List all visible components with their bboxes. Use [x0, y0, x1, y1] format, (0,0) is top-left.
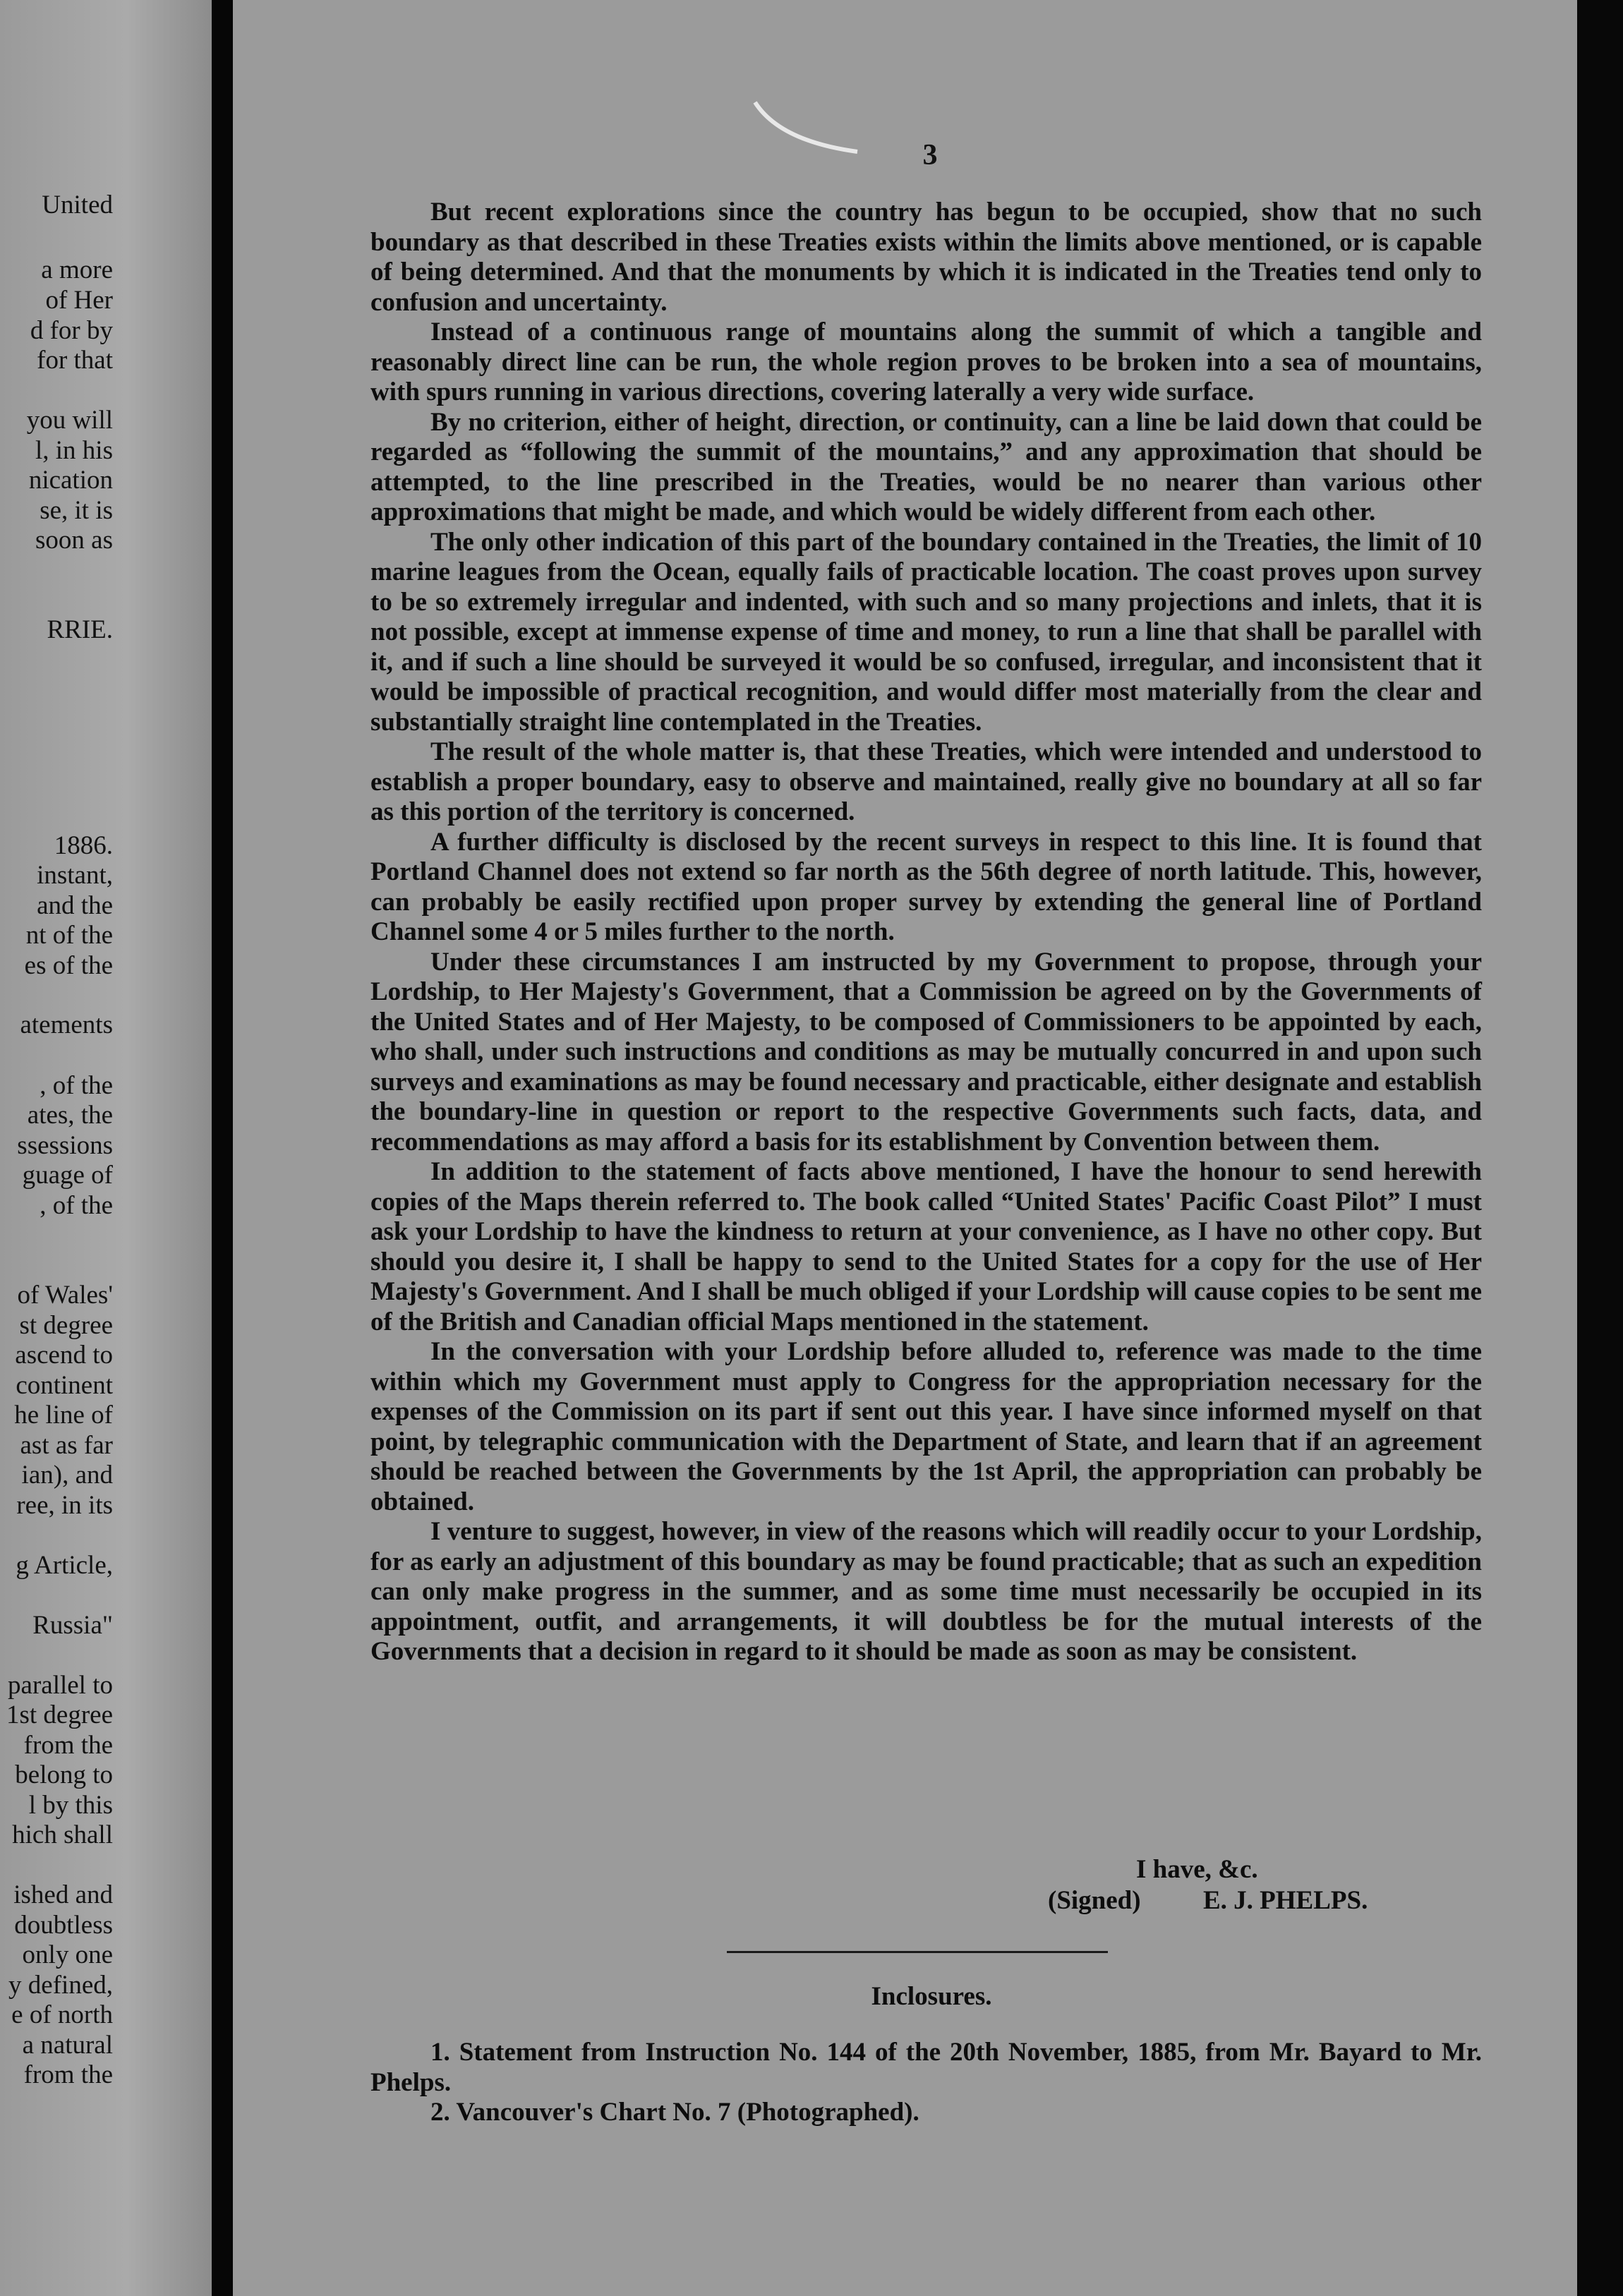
fragment-line: nt of the: [25, 921, 113, 950]
fragment-line: e of north: [11, 2000, 113, 2029]
fragment-line: d for by: [30, 316, 113, 345]
fragment-line: ssessions: [17, 1131, 113, 1160]
fragment-line: es of the: [24, 951, 113, 980]
paragraph: Under these circumstances I am instructed by my Government to propose, through your Lordship, to Her Majesty's Government, that a Commission be agreed on by the Governments of the United States and of Her Majesty, to be composed of Commissioners to be appointed by each, who shall, under such instructions and conditions as may be mutually concurred in and upon such surveys and examinations as may be found necessary and practicable, either designate and establish the boundary-line in question or report to the respective Governments such facts, data, and recommendations as may afford a basis for its establishment by Convention between them.: [370, 947, 1482, 1156]
paragraph: The only other indication of this part of the boundary contained in the Treaties, the limit of 10 marine leagues from the Ocean, equally fails of practicable location. The coast proves upon survey to be so extremely irregular and indented, with such and so many projections and inlets, that it is not possible, except at immense expense of time and money, to run a line that shall be parallel with it, and if such a line should be surveyed it would be so confused, irregular, and inconsistent that it would be impossible of practical recognition, and would differ most materially from the clear and substantially straight line contemplated in the Treaties.: [370, 527, 1482, 737]
fragment-line: l, in his: [35, 436, 113, 465]
letter-body: [370, 198, 1482, 1667]
right-margin-edge: [1577, 0, 1623, 2296]
fragment-line: United: [42, 191, 113, 219]
fragment-line: 1886.: [54, 831, 113, 860]
inclosure-item: 2. Vancouver's Chart No. 7 (Photographed).: [430, 2098, 919, 2127]
fragment-line: guage of: [22, 1161, 113, 1190]
inclosures-heading: Inclosures.: [871, 1982, 992, 2011]
fragment-line: hich shall: [12, 1820, 113, 1849]
fragment-line: ian), and: [21, 1461, 113, 1490]
paragraph: In the conversation with your Lordship before alluded to, reference was made to the time within which my Government must apply to Congress for the appropriation necessary for the expenses of the Commission on its part if sent out this year. I have since informed myself on that point, by telegraphic communication with the Department of State, and learn that if an agreement should be reached between the Governments by the 1st April, the appropriation can probably be obtained.: [370, 1337, 1482, 1516]
fragment-line: , of the: [40, 1191, 113, 1220]
inclosures-list: [370, 2038, 1482, 2128]
valediction: I have, &c.: [1136, 1855, 1258, 1884]
fragment-line: ascend to: [15, 1341, 113, 1370]
adjacent-page-strip: [0, 0, 212, 2296]
fragment-line: continent: [16, 1371, 113, 1400]
ink-mark: [752, 99, 864, 162]
fragment-line: only one: [22, 1940, 113, 1969]
fragment-line: of Her: [45, 286, 113, 315]
fragment-line: st degree: [19, 1311, 113, 1340]
fragment-line: nication: [28, 466, 113, 495]
section-divider: [727, 1951, 1108, 1953]
fragment-line: and the: [37, 891, 113, 920]
fragment-line: soon as: [35, 526, 113, 555]
paragraph: But recent explorations since the country has begun to be occupied, show that no such boundary as that described in these Treaties exists within the limits above mentioned, or is capable of being determined. And that the monuments by which it is indicated in the Treaties tend only to confusion and uncertainty.: [370, 198, 1482, 317]
fragment-line: a natural: [22, 2031, 113, 2060]
fragment-line: 1st degree: [6, 1700, 113, 1729]
fragment-line: Russia": [32, 1611, 113, 1640]
fragment-line: g Article,: [16, 1551, 113, 1580]
fragment-line: l by this: [28, 1791, 113, 1820]
paragraph: In addition to the statement of facts above mentioned, I have the honour to send herewith copies of the Maps therein referred to. The book called “United States' Pacific Coast Pilot” I must ask your Lordship to have the kindness to return at your convenience, as I have no other copy. But should you desire it, I shall be happy to send to the United States for a copy for the use of Her Majesty's Government. And I shall be much obliged if your Lordship will cause copies to be sent me of the British and Canadian official Maps mentioned in the statement.: [370, 1157, 1482, 1336]
fragment-line: parallel to: [8, 1671, 113, 1700]
fragment-line: from the: [23, 1731, 113, 1760]
fragment-line: of Wales': [17, 1281, 113, 1310]
paragraph: I venture to suggest, however, in view of the reasons which will readily occur to your Lordship, for as early an adjustment of this boundary as may be found practicable; that as such an expedition can only make progress in the summer, and as some time must necessarily be occupied in its appointment, outfit, and arrangements, it will doubtless be for the mutual interests of the Governments that a decision in regard to it should be made as soon as may be consistent.: [370, 1517, 1482, 1666]
paragraph: By no criterion, either of height, direction, or continuity, can a line be laid down that could be regarded as “following the summit of the mountains,” and any approximation that should be attempted, to the line prescribed in the Treaties, would be no nearer than various other approximations that might be made, and which would be widely different from each other.: [370, 407, 1482, 526]
inclosure-item: 1. Statement from Instruction No. 144 of the 20th November, 1885, from Mr. Bayard to Mr. Phelps.: [370, 2038, 1482, 2097]
fragment-line: instant,: [37, 861, 113, 890]
fragment-line: ast as far: [20, 1431, 113, 1460]
fragment-line: RRIE.: [47, 615, 113, 644]
fragment-line: a more: [41, 255, 113, 284]
fragment-line: you will: [26, 406, 113, 435]
fragment-line: for that: [37, 346, 113, 375]
paragraph: A further difficulty is disclosed by the recent surveys in respect to this line. It is found that Portland Channel does not extend so far north as the 56th degree of north latitude. This, however, can probably be easily rectified upon proper survey by extending the general line of Portland Channel some 4 or 5 miles further to the north.: [370, 827, 1482, 946]
fragment-line: ished and: [13, 1880, 113, 1909]
fragment-line: atements: [20, 1010, 113, 1039]
fragment-line: ree, in its: [16, 1491, 113, 1520]
signed-label: (Signed): [1048, 1886, 1141, 1915]
fragment-line: se, it is: [40, 496, 113, 525]
fragment-line: he line of: [14, 1401, 113, 1430]
page-number: 3: [922, 139, 938, 171]
fragment-line: , of the: [40, 1071, 113, 1100]
fragment-line: doubtless: [14, 1911, 113, 1940]
signatory-name: E. J. PHELPS.: [1203, 1886, 1368, 1915]
fragment-line: y defined,: [8, 1971, 113, 2000]
paragraph: The result of the whole matter is, that these Treaties, which were intended and understood to establish a proper boundary, easy to observe and maintained, really give no boundary at all so far as this portion of the territory is concerned.: [370, 737, 1482, 826]
fragment-line: from the: [23, 2060, 113, 2089]
fragment-line: ates, the: [27, 1101, 113, 1130]
binding-gutter: [212, 0, 233, 2296]
fragment-line: belong to: [15, 1760, 113, 1789]
paragraph: Instead of a continuous range of mountains along the summit of which a tangible and reasonably direct line can be run, the whole region proves to be broken into a sea of mountains, with spurs running in various directions, covering laterally a very wide surface.: [370, 318, 1482, 406]
